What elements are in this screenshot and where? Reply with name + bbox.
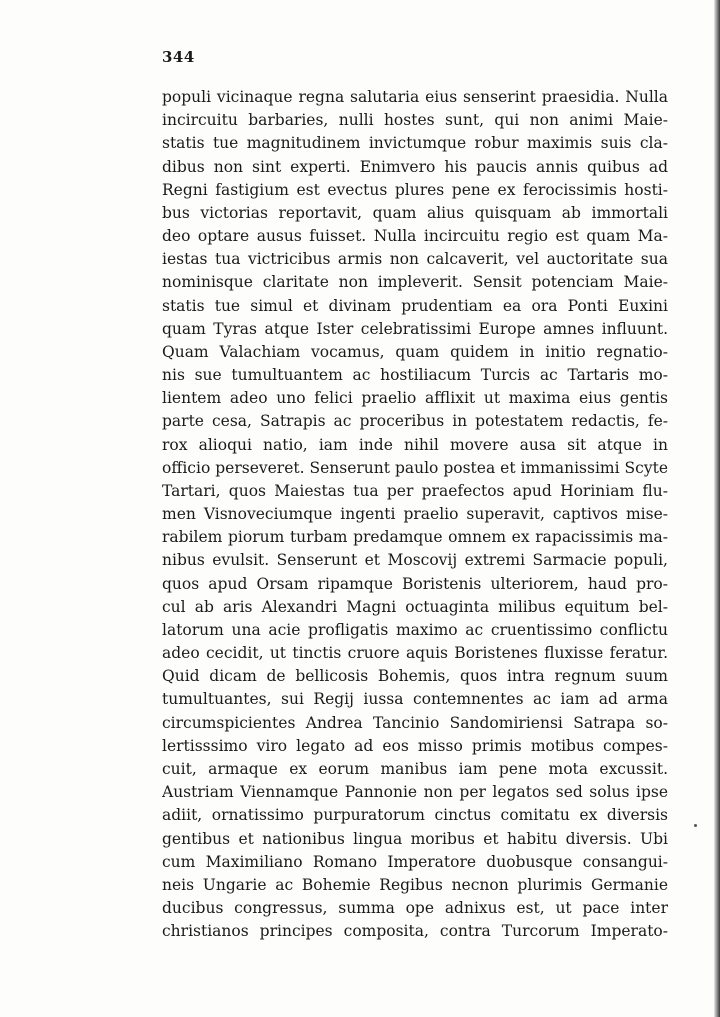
- text-line: ducibus congressus, summa ope adnixus est, ut pace inter: [162, 899, 668, 918]
- page-number: 344: [162, 48, 195, 66]
- text-line: lientem adeo uno felici praelio afflixit ut maxima eius gentis: [162, 389, 668, 408]
- text-line: men Visnoveciumque ingenti praelio superavit, captivos mise-: [162, 505, 668, 524]
- text-line: quam Tyras atque Ister celebratissimi Europe amnes influunt.: [162, 319, 668, 338]
- text-line: statis tue magnitudinem invictumque robur maximis suis cla-: [162, 134, 668, 153]
- text-line: Regni fastigium est evectus plures pene ex ferocissimis hosti-: [162, 180, 668, 199]
- text-line: adiit, ornatissimo purpuratorum cinctus comitatu ex diversis: [162, 806, 668, 825]
- text-line: latorum una acie profligatis maximo ac cruentissimo conflictu: [162, 620, 668, 639]
- text-line: incircuitu barbaries, nulli hostes sunt, qui non animi Maie-: [162, 111, 668, 130]
- text-line: christianos principes composita, contra Turcorum Imperato-: [162, 922, 668, 941]
- text-line: statis tue simul et divinam prudentiam ea ora Ponti Euxini: [162, 296, 668, 315]
- text-line: parte cesa, Satrapis ac proceribus in potestatem redactis, fe-: [162, 412, 668, 431]
- text-line: adeo cecidit, ut tinctis cruore aquis Boristenes fluxisse feratur.: [162, 644, 668, 663]
- text-line: gentibus et nationibus lingua moribus et habitu diversis. Ubi: [162, 829, 668, 848]
- text-line: nibus evulsit. Senserunt et Moscovij extremi Sarmacie populi,: [162, 551, 668, 570]
- text-line: neis Ungarie ac Bohemie Regibus necnon plurimis Germanie: [162, 875, 668, 894]
- text-line: deo optare ausus fuisset. Nulla incircuitu regio est quam Ma-: [162, 227, 668, 246]
- text-line: cuit, armaque ex eorum manibus iam pene mota excussit.: [162, 759, 668, 778]
- text-line: rabilem piorum turbam predamque omnem ex rapacissimis ma-: [162, 528, 668, 547]
- text-line: cul ab aris Alexandri Magni octuaginta milibus equitum bel-: [162, 597, 668, 616]
- text-line: Quam Valachiam vocamus, quam quidem in initio regnatio-: [162, 342, 668, 361]
- text-line: Quid dicam de bellicosis Bohemis, quos intra regnum suum: [162, 667, 668, 686]
- text-line: Austriam Viennamque Pannonie non per legatos sed solus ipse: [162, 783, 668, 802]
- text-line: dibus non sint experti. Enimvero his paucis annis quibus ad: [162, 157, 668, 176]
- text-line: nominisque claritate non impleverit. Sensit potenciam Maie-: [162, 273, 668, 292]
- text-line: tumultuantes, sui Regij iussa contemnentes ac iam ad arma: [162, 690, 668, 709]
- text-line: circumspicientes Andrea Tancinio Sandomiriensi Satrapa so-: [162, 713, 668, 732]
- page-edge-shadow: [714, 0, 720, 1017]
- text-line: iestas tua victricibus armis non calcaverit, vel auctoritate sua: [162, 250, 668, 269]
- text-line: populi vicinaque regna salutaria eius senserint praesidia. Nulla: [162, 88, 668, 106]
- text-line: quos apud Orsam ripamque Boristenis ulteriorem, haud pro-: [162, 574, 668, 593]
- text-line: rox alioqui natio, iam inde nihil movere ausa sit atque in: [162, 435, 668, 454]
- text-line: cum Maximiliano Romano Imperatore duobusque consangui-: [162, 852, 668, 871]
- text-line: Tartari, quos Maiestas tua per praefectos apud Horiniam flu-: [162, 481, 668, 500]
- body-text: [162, 86, 668, 943]
- text-line: nis sue tumultuantem ac hostiliacum Turcis ac Tartaris mo-: [162, 366, 668, 385]
- text-line: bus victorias reportavit, quam alius quisquam ab immortali: [162, 203, 668, 222]
- text-line: lertisssimo viro legato ad eos misso primis motibus compes-: [162, 736, 668, 755]
- margin-speck: [694, 824, 697, 827]
- text-line: officio perseveret. Senserunt paulo postea et immanissimi Scyte: [162, 458, 668, 477]
